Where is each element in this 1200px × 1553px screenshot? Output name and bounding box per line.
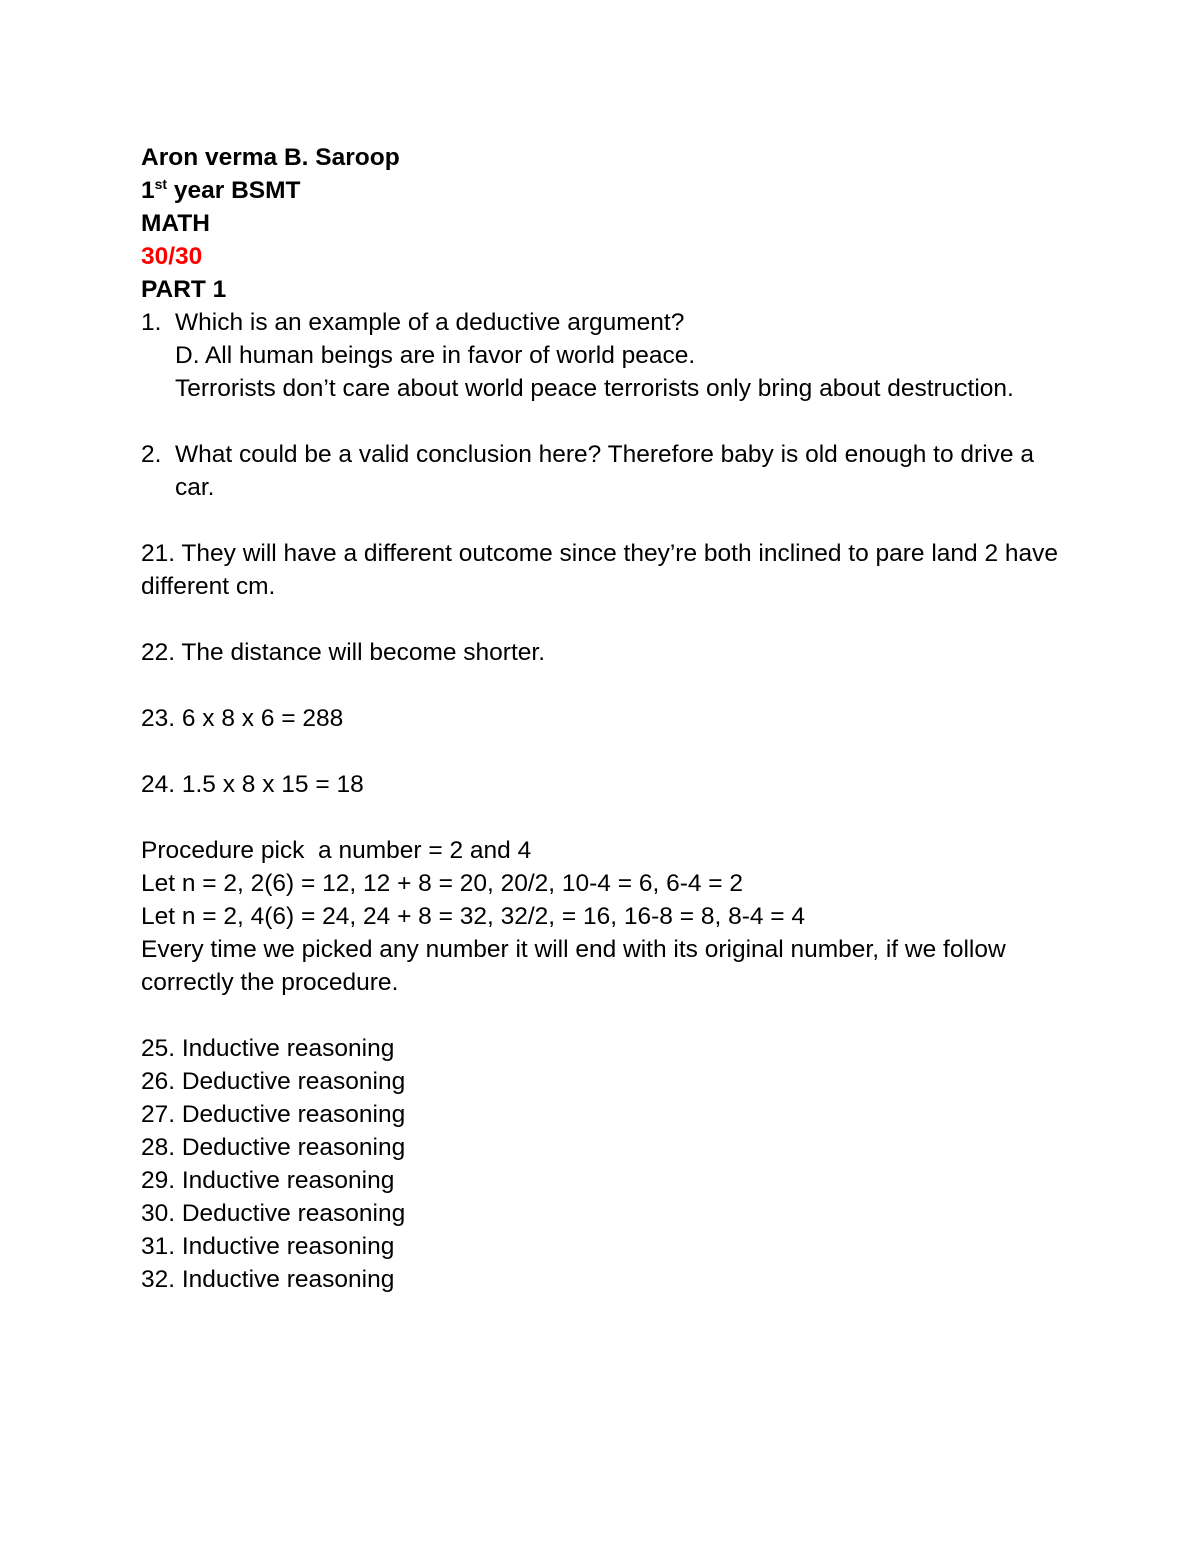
question-text: What could be a valid conclusion here? Therefore baby is old enough to drive a car.	[175, 441, 1041, 501]
year-level	[141, 174, 1061, 207]
reasoning-item: 25. Inductive reasoning	[141, 1035, 395, 1062]
year-number: 1	[141, 177, 155, 204]
reasoning-item: 26. Deductive reasoning	[141, 1068, 406, 1095]
reasoning-item: 27. Deductive reasoning	[141, 1101, 406, 1128]
question-2	[141, 438, 1061, 504]
reasoning-item: 28. Deductive reasoning	[141, 1134, 406, 1161]
reasoning-item: 31. Inductive reasoning	[141, 1233, 395, 1260]
year-course: year BSMT	[167, 177, 301, 204]
reasoning-item: 29. Inductive reasoning	[141, 1167, 395, 1194]
reasoning-item: 32. Inductive reasoning	[141, 1266, 395, 1293]
procedure-line: Let n = 2, 2(6) = 12, 12 + 8 = 20, 20/2, 10-4 = 6, 6-4 = 2	[141, 870, 744, 897]
procedure-line: Procedure pick a number = 2 and 4	[141, 837, 532, 864]
question-number: 1.	[141, 309, 162, 336]
answer-21: 21. They will have a different outcome since they’re both inclined to pare land 2 have different cm.	[141, 540, 1065, 600]
answer-22: 22. The distance will become shorter.	[141, 639, 546, 666]
document-page	[141, 141, 1065, 1296]
question-1	[141, 306, 1061, 405]
procedure-line: Let n = 2, 4(6) = 24, 24 + 8 = 32, 32/2, = 16, 16-8 = 8, 8-4 = 4	[141, 903, 806, 930]
year-suffix: st	[154, 175, 168, 192]
procedure-conclusion: Every time we picked any number it will end with its original number, if we follow correctly the procedure.	[141, 936, 1013, 996]
answer-text: D. All human beings are in favor of world peace.	[175, 342, 696, 369]
student-name: Aron verma B. Saroop	[141, 144, 400, 171]
answer-23: 23. 6 x 8 x 6 = 288	[141, 705, 344, 732]
answer-text: Terrorists don’t care about world peace terrorists only bring about destruction.	[175, 375, 1014, 402]
question-number: 2.	[141, 441, 162, 468]
answer-24: 24. 1.5 x 8 x 15 = 18	[141, 771, 364, 798]
reasoning-item: 30. Deductive reasoning	[141, 1200, 406, 1227]
score: 30/30	[141, 243, 203, 270]
subject: MATH	[141, 210, 210, 237]
question-text: Which is an example of a deductive argument?	[175, 309, 685, 336]
part-heading: PART 1	[141, 276, 227, 303]
